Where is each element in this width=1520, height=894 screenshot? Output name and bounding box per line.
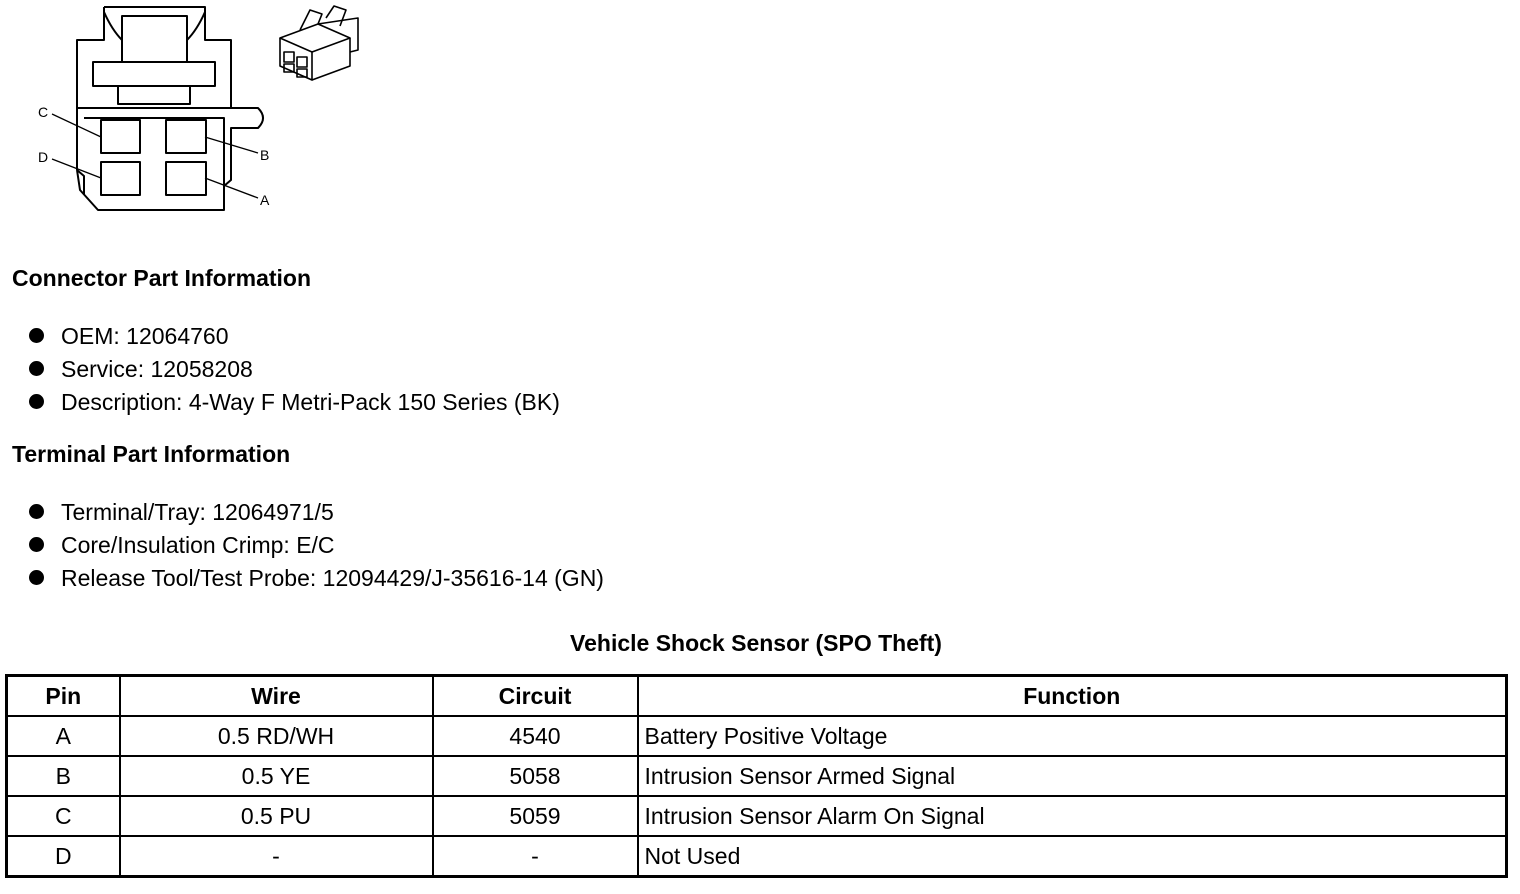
list-item-text: Core/Insulation Crimp: E/C bbox=[61, 531, 335, 558]
list-item-text: OEM: 12064760 bbox=[61, 322, 229, 349]
connector-part-info-list bbox=[28, 319, 560, 418]
cell-function: Intrusion Sensor Alarm On Signal bbox=[638, 796, 1507, 836]
table-title: Vehicle Shock Sensor (SPO Theft) bbox=[570, 630, 942, 656]
list-item-text: Terminal/Tray: 12064971/5 bbox=[61, 498, 334, 525]
pin-label-d: D bbox=[38, 149, 49, 165]
bullet-icon bbox=[29, 570, 44, 585]
cavity-d bbox=[101, 162, 140, 195]
cell-circuit: - bbox=[433, 836, 638, 877]
cavity-c bbox=[101, 120, 140, 153]
table-row bbox=[7, 716, 1507, 756]
column-header-wire: Wire bbox=[120, 676, 433, 717]
table-header-row bbox=[7, 676, 1507, 717]
table-row bbox=[7, 756, 1507, 796]
bullet-icon bbox=[29, 504, 44, 519]
cell-pin: C bbox=[7, 796, 120, 836]
terminal-part-info-heading: Terminal Part Information bbox=[12, 441, 291, 467]
pin-label-a: A bbox=[260, 192, 270, 208]
list-item-text: Description: 4-Way F Metri-Pack 150 Series (BK) bbox=[61, 388, 560, 415]
cell-wire: 0.5 PU bbox=[120, 796, 433, 836]
pin-label-b: B bbox=[260, 147, 270, 163]
cell-circuit: 5059 bbox=[433, 796, 638, 836]
column-header-pin: Pin bbox=[7, 676, 120, 717]
connector-diagram bbox=[0, 0, 420, 220]
column-header-circuit: Circuit bbox=[433, 676, 638, 717]
cell-function: Battery Positive Voltage bbox=[638, 716, 1507, 756]
list-item bbox=[28, 385, 560, 418]
bullet-icon bbox=[29, 394, 44, 409]
list-item-text: Release Tool/Test Probe: 12094429/J-35616-14 (GN) bbox=[61, 564, 604, 591]
list-item-text: Service: 12058208 bbox=[61, 355, 253, 382]
bullet-icon bbox=[29, 328, 44, 343]
list-item bbox=[28, 352, 560, 385]
list-item bbox=[28, 561, 604, 594]
terminal-part-info-list bbox=[28, 495, 604, 594]
cell-function: Intrusion Sensor Armed Signal bbox=[638, 756, 1507, 796]
bullet-icon bbox=[29, 537, 44, 552]
list-item bbox=[28, 319, 560, 352]
connector-part-info-heading: Connector Part Information bbox=[12, 265, 312, 291]
cell-pin: D bbox=[7, 836, 120, 877]
cell-pin: B bbox=[7, 756, 120, 796]
cell-wire: - bbox=[120, 836, 433, 877]
connector-isometric-icon bbox=[280, 6, 358, 80]
list-item bbox=[28, 495, 604, 528]
cell-wire: 0.5 YE bbox=[120, 756, 433, 796]
pin-label-c: C bbox=[38, 104, 49, 120]
list-item bbox=[28, 528, 604, 561]
cavity-a bbox=[166, 162, 206, 195]
pinout-table bbox=[5, 674, 1508, 878]
table-row bbox=[7, 836, 1507, 877]
cell-circuit: 4540 bbox=[433, 716, 638, 756]
bullet-icon bbox=[29, 361, 44, 376]
cell-pin: A bbox=[7, 716, 120, 756]
cell-function: Not Used bbox=[638, 836, 1507, 877]
column-header-function: Function bbox=[638, 676, 1507, 717]
cavity-b bbox=[166, 120, 206, 153]
cell-circuit: 5058 bbox=[433, 756, 638, 796]
table-row bbox=[7, 796, 1507, 836]
cell-wire: 0.5 RD/WH bbox=[120, 716, 433, 756]
